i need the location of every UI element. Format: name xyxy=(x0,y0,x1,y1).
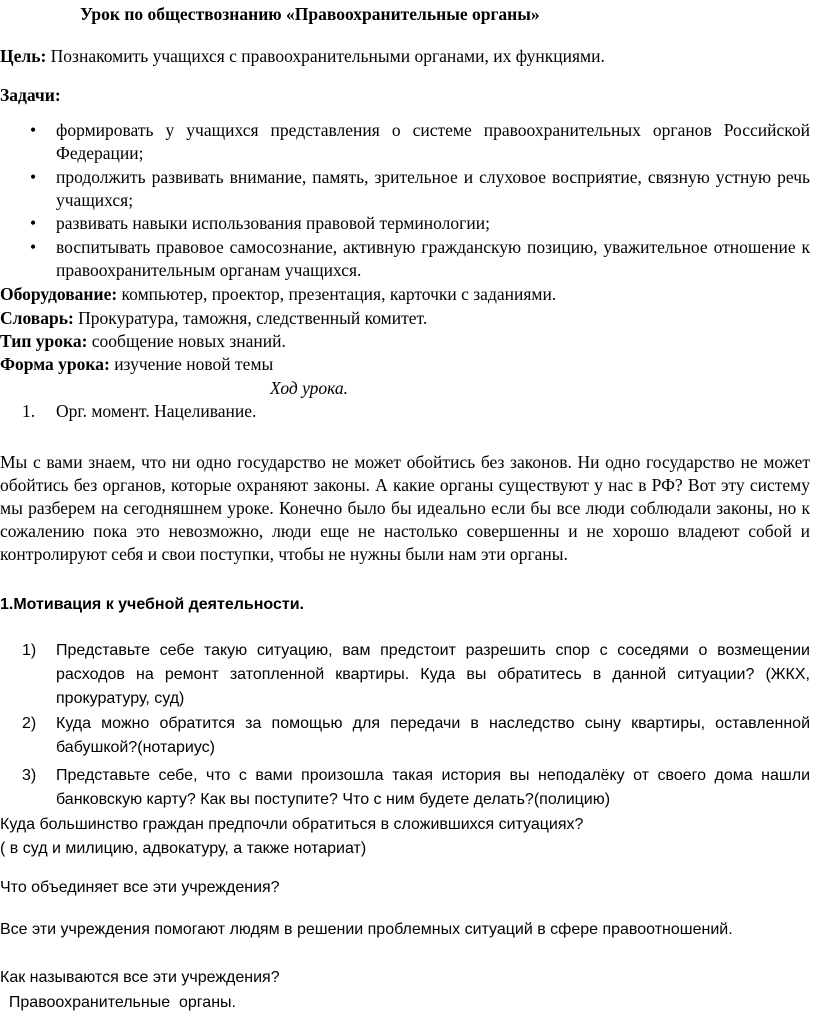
stage-1 xyxy=(0,400,810,423)
summary-line-2: ( в суд и милицию, адвокатуру, а также нотариат) xyxy=(0,840,367,857)
bullet-icon: • xyxy=(30,167,37,187)
bullet-icon: • xyxy=(30,237,37,257)
question-item-1 xyxy=(0,639,810,711)
intro-paragraph: Мы с вами знаем, что ни одно государство не может обойтись без законов. Ни одно государство не может обойтись без органов, которые охраняют законы. А какие органы существуют у нас в РФ? Вот эту систему мы разберем на сегодняшнем уроке. Конечно было бы идеально если бы все люди соблюдали законы, но к сожалению пока это невозможно, люди еще не настолько совершенны и не хорошо владеют собой и контролируют себя и свои поступки, чтобы не нужны были нам эти органы. xyxy=(0,452,810,564)
tasks-label: Задачи: xyxy=(0,85,61,105)
task-item-1 xyxy=(0,119,810,165)
task-text: продолжить развивать внимание, память, зрительное и слуховое восприятие, связную устную речь учащихся; xyxy=(56,167,810,210)
answer-name: Правоохранительные органы. xyxy=(0,994,236,1011)
task-text: формировать у учащихся представления о системе правоохранительных органов Российской Федерации; xyxy=(56,120,810,163)
question-text: Представьте себе такую ситуацию, вам предстоит разрешить спор с соседями о возмещении расходов на ремонт затопленной квартиры. Куда вы обратитесь в данной ситуации? (ЖКХ, прокуратуру, суд) xyxy=(56,642,810,707)
question-name: Как называются все эти учреждения? xyxy=(0,969,280,986)
task-item-2 xyxy=(0,166,810,212)
stage-text: Орг. момент. Нацеливание. xyxy=(56,401,257,421)
summary-line-1: Куда большинство граждан предпочли обратиться в сложившихся ситуациях? xyxy=(0,816,584,833)
lesson-type-line xyxy=(0,330,810,353)
motivation-heading: 1.Мотивация к учебной деятельности. xyxy=(0,596,304,613)
question-text: Куда можно обратится за помощью для передачи в наследство сыну квартиры, оставленной бабушкой?(нотариус) xyxy=(56,715,810,756)
question-item-2 xyxy=(0,712,810,760)
task-text: воспитывать правовое самосознание, активную гражданскую позицию, уважительное отношение к правоохранительным органам учащихся. xyxy=(56,237,810,280)
question-number: 3) xyxy=(22,767,37,784)
bullet-icon: • xyxy=(30,120,37,140)
lesson-type-text: сообщение новых знаний. xyxy=(87,331,286,351)
question-item-3 xyxy=(0,764,810,812)
task-item-3 xyxy=(0,212,810,235)
goal-label: Цель: xyxy=(0,46,47,66)
question-text: Представьте себе, что с вами произошла такая история вы неподалёку от своего дома нашли банковскую карту? Как вы поступите? Что с ним будете делать?(полицию) xyxy=(56,767,810,808)
equipment-line xyxy=(0,283,810,306)
bullet-icon: • xyxy=(30,213,37,233)
question-number: 2) xyxy=(22,715,37,732)
lesson-type-label: Тип урока: xyxy=(0,331,88,351)
answer-unite: Все эти учреждения помогают людям в решении проблемных ситуаций в сфере правоотношений. xyxy=(0,921,733,938)
lesson-form-line xyxy=(0,353,810,376)
question-unite: Что объединяет все эти учреждения? xyxy=(0,879,280,896)
vocabulary-text: Прокуратура, таможня, следственный комитет. xyxy=(73,308,428,328)
page-title: Урок по обществознанию «Правоохранительные органы» xyxy=(80,4,540,24)
lesson-form-text: изучение новой темы xyxy=(109,354,274,374)
goal-line xyxy=(0,45,810,68)
equipment-label: Оборудование: xyxy=(0,284,118,304)
question-number: 1) xyxy=(22,642,37,659)
goal-text: Познакомить учащихся с правоохранительными органами, их функциями. xyxy=(46,46,605,66)
vocabulary-line xyxy=(0,307,810,330)
vocabulary-label: Словарь: xyxy=(0,308,74,328)
stage-number: 1. xyxy=(22,401,36,421)
task-item-4 xyxy=(0,236,810,282)
task-text: развивать навыки использования правовой терминологии; xyxy=(56,213,490,233)
course-heading: Ход урока. xyxy=(270,378,348,398)
equipment-text: компьютер, проектор, презентация, карточки с заданиями. xyxy=(117,284,557,304)
lesson-form-label: Форма урока: xyxy=(0,354,110,374)
